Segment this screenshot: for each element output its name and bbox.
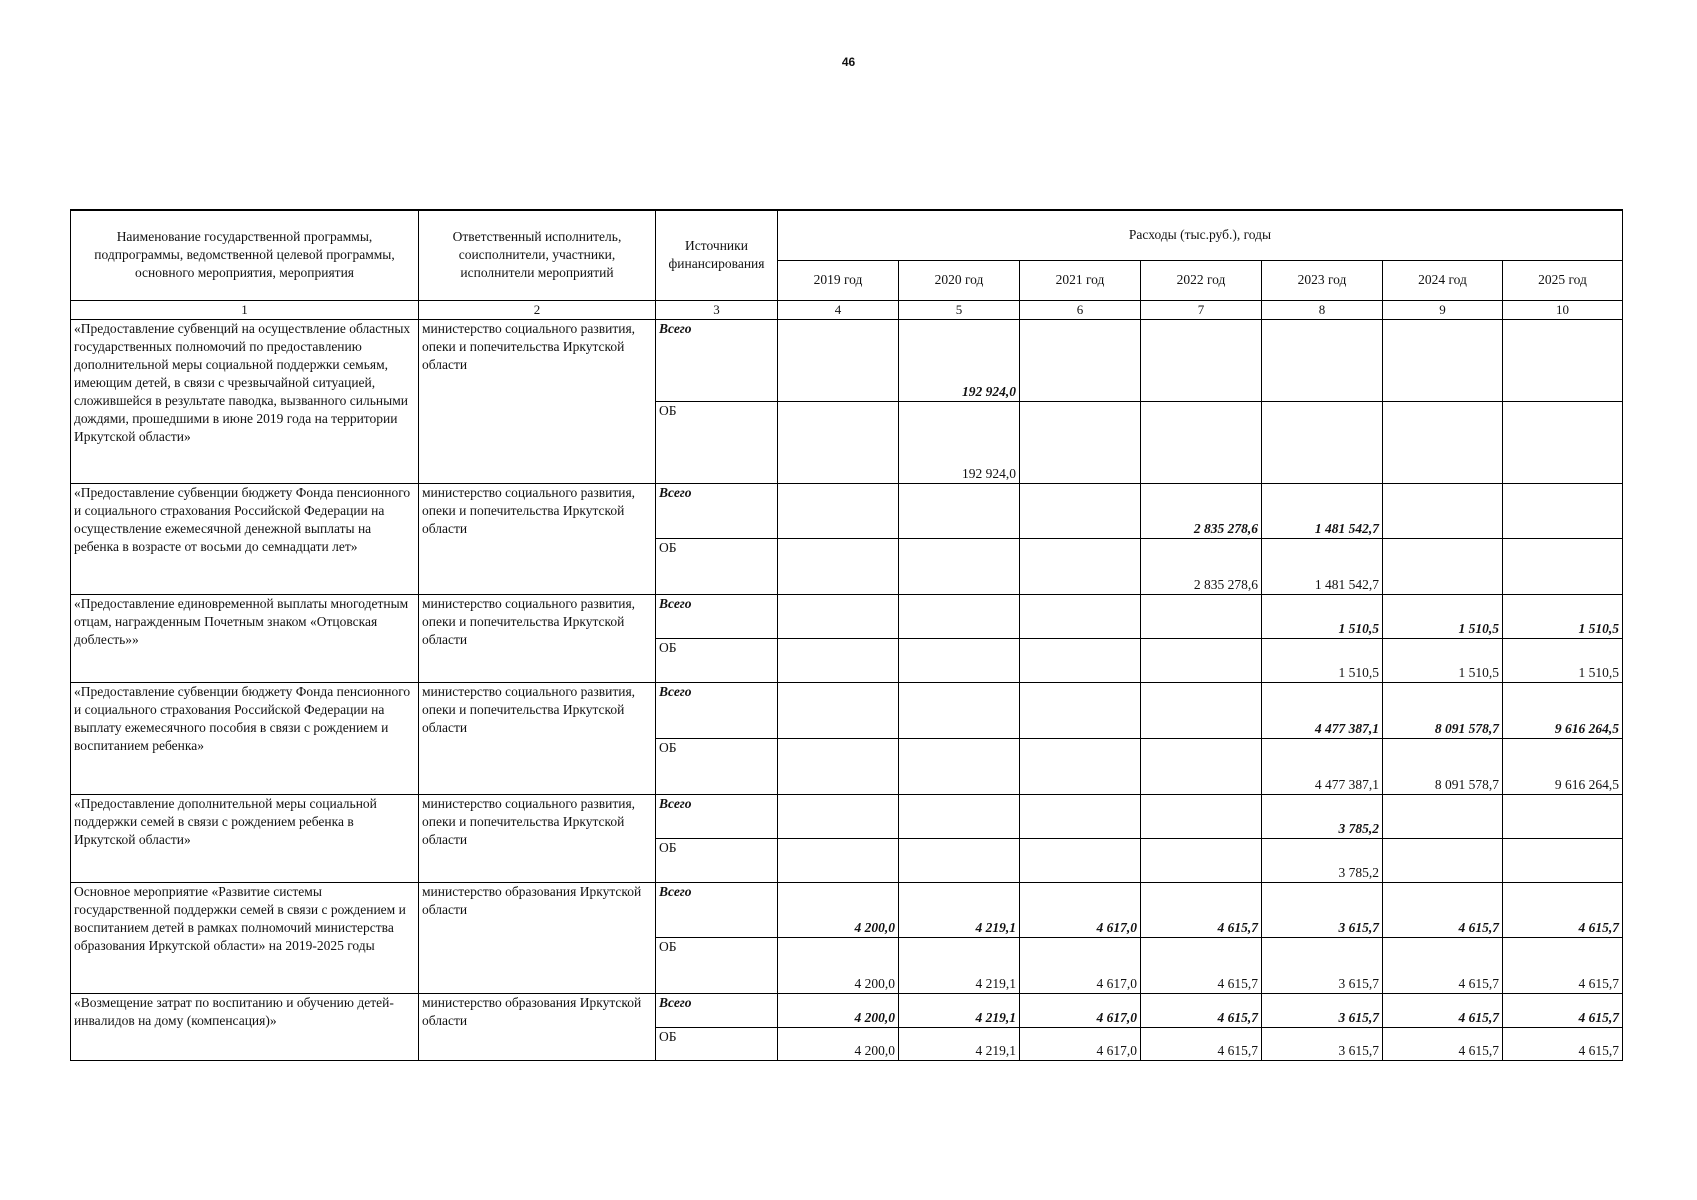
value-ob: 1 510,5: [1383, 638, 1503, 682]
value-ob: [778, 738, 899, 794]
value-ob: [899, 838, 1020, 882]
header-name: Наименование государственной программы, подпрограммы, ведомственной целевой программы, основного мероприятия, мероприятия: [71, 210, 419, 300]
source-total: Всего: [656, 882, 778, 937]
source-total: Всего: [656, 993, 778, 1027]
header-year: 2022 год: [1141, 260, 1262, 300]
value-total: 4 615,7: [1383, 993, 1503, 1027]
value-ob: [1020, 538, 1141, 594]
value-total: [778, 319, 899, 401]
value-total: [1020, 594, 1141, 638]
value-total: [899, 794, 1020, 838]
value-ob: 4 477 387,1: [1262, 738, 1383, 794]
value-total: 1 510,5: [1503, 594, 1623, 638]
table-row-total: [71, 594, 1623, 638]
value-total: 4 477 387,1: [1262, 682, 1383, 738]
activity-name: «Предоставление дополнительной меры социальной поддержки семей в связи с рождением ребенка в Иркутской области»: [71, 794, 419, 882]
source-ob: ОБ: [656, 638, 778, 682]
value-total: 8 091 578,7: [1383, 682, 1503, 738]
budget-table: [70, 209, 1623, 1061]
page-number: 46: [841, 55, 856, 69]
value-ob: [1383, 401, 1503, 483]
value-total: [1503, 483, 1623, 538]
value-ob: 4 219,1: [899, 937, 1020, 993]
value-ob: 4 617,0: [1020, 937, 1141, 993]
value-ob: 4 617,0: [1020, 1027, 1141, 1060]
table-row-total: [71, 794, 1623, 838]
value-ob: [1503, 401, 1623, 483]
column-number: 4: [778, 300, 899, 319]
source-ob: ОБ: [656, 937, 778, 993]
value-ob: 4 615,7: [1383, 937, 1503, 993]
value-total: 1 481 542,7: [1262, 483, 1383, 538]
executor: министерство социального развития, опеки и попечительства Иркутской области: [419, 483, 656, 594]
executor: министерство социального развития, опеки и попечительства Иркутской области: [419, 682, 656, 794]
header-executor: Ответственный исполнитель, соисполнители, участники, исполнители мероприятий: [419, 210, 656, 300]
value-ob: 4 615,7: [1141, 1027, 1262, 1060]
activity-name: «Предоставление субвенции бюджету Фонда пенсионного и социального страхования Российской Федерации на выплату ежемесячного пособия в связи с рождением и воспитанием ребенка»: [71, 682, 419, 794]
value-total: 4 219,1: [899, 993, 1020, 1027]
value-ob: [1503, 538, 1623, 594]
value-ob: [1141, 838, 1262, 882]
value-total: [1262, 319, 1383, 401]
value-total: [1503, 794, 1623, 838]
source-total: Всего: [656, 594, 778, 638]
value-ob: 4 615,7: [1141, 937, 1262, 993]
table-row-total: [71, 483, 1623, 538]
value-total: [1141, 594, 1262, 638]
value-total: 4 615,7: [1141, 993, 1262, 1027]
value-ob: 4 615,7: [1503, 937, 1623, 993]
table-body: [71, 319, 1623, 1060]
source-ob: ОБ: [656, 1027, 778, 1060]
value-ob: 3 785,2: [1262, 838, 1383, 882]
column-number: 10: [1503, 300, 1623, 319]
value-total: 4 200,0: [778, 993, 899, 1027]
value-total: [899, 594, 1020, 638]
value-ob: 3 615,7: [1262, 1027, 1383, 1060]
value-total: [899, 682, 1020, 738]
source-ob: ОБ: [656, 838, 778, 882]
value-ob: 9 616 264,5: [1503, 738, 1623, 794]
value-ob: [778, 638, 899, 682]
value-total: [1141, 794, 1262, 838]
value-ob: [1020, 838, 1141, 882]
value-ob: [1020, 401, 1141, 483]
activity-name: «Возмещение затрат по воспитанию и обучению детей-инвалидов на дому (компенсация)»: [71, 993, 419, 1060]
value-total: [1020, 794, 1141, 838]
value-total: 9 616 264,5: [1503, 682, 1623, 738]
column-number: 2: [419, 300, 656, 319]
value-ob: [778, 538, 899, 594]
value-ob: [1383, 838, 1503, 882]
value-ob: [899, 638, 1020, 682]
column-number: 9: [1383, 300, 1503, 319]
executor: министерство образования Иркутской области: [419, 882, 656, 993]
activity-name: «Предоставление единовременной выплаты многодетным отцам, награжденным Почетным знаком «Отцовская доблесть»»: [71, 594, 419, 682]
column-number: 5: [899, 300, 1020, 319]
value-total: [1020, 682, 1141, 738]
source-ob: ОБ: [656, 738, 778, 794]
value-ob: [778, 838, 899, 882]
value-ob: [778, 401, 899, 483]
value-ob: 192 924,0: [899, 401, 1020, 483]
value-ob: [1383, 538, 1503, 594]
value-ob: [1262, 401, 1383, 483]
header-source: Источники финансирования: [656, 210, 778, 300]
table-row-total: [71, 993, 1623, 1027]
value-ob: 4 219,1: [899, 1027, 1020, 1060]
source-ob: ОБ: [656, 538, 778, 594]
value-ob: 2 835 278,6: [1141, 538, 1262, 594]
value-total: [778, 483, 899, 538]
value-total: [1020, 483, 1141, 538]
column-number: 8: [1262, 300, 1383, 319]
value-ob: 4 200,0: [778, 1027, 899, 1060]
executor: министерство образования Иркутской области: [419, 993, 656, 1060]
value-ob: 1 481 542,7: [1262, 538, 1383, 594]
header-year: 2023 год: [1262, 260, 1383, 300]
value-ob: [899, 538, 1020, 594]
value-total: 3 615,7: [1262, 993, 1383, 1027]
value-ob: 3 615,7: [1262, 937, 1383, 993]
value-total: 4 219,1: [899, 882, 1020, 937]
source-ob: ОБ: [656, 401, 778, 483]
value-total: 3 785,2: [1262, 794, 1383, 838]
value-total: [899, 483, 1020, 538]
value-total: [1383, 794, 1503, 838]
table-row-total: [71, 882, 1623, 937]
value-total: [1383, 483, 1503, 538]
value-ob: [1141, 738, 1262, 794]
value-total: 4 615,7: [1503, 993, 1623, 1027]
value-total: 4 615,7: [1141, 882, 1262, 937]
value-total: [778, 594, 899, 638]
value-ob: [1020, 738, 1141, 794]
column-number: 1: [71, 300, 419, 319]
value-total: [1020, 319, 1141, 401]
value-ob: 4 615,7: [1383, 1027, 1503, 1060]
table-row-total: [71, 682, 1623, 738]
value-total: 3 615,7: [1262, 882, 1383, 937]
value-total: [1141, 682, 1262, 738]
value-total: 4 615,7: [1383, 882, 1503, 937]
value-total: [1383, 319, 1503, 401]
activity-name: «Предоставление субвенции бюджету Фонда пенсионного и социального страхования Российской Федерации на осуществление ежемесячной денежной выплаты на ребенка в возрасте от восьми до семнадцати лет»: [71, 483, 419, 594]
value-ob: [1020, 638, 1141, 682]
executor: министерство социального развития, опеки и попечительства Иркутской области: [419, 594, 656, 682]
value-ob: 4 615,7: [1503, 1027, 1623, 1060]
source-total: Всего: [656, 483, 778, 538]
executor: министерство социального развития, опеки и попечительства Иркутской области: [419, 319, 656, 483]
column-number: 6: [1020, 300, 1141, 319]
value-total: [778, 794, 899, 838]
value-ob: [1141, 638, 1262, 682]
value-total: 192 924,0: [899, 319, 1020, 401]
source-total: Всего: [656, 319, 778, 401]
source-total: Всего: [656, 682, 778, 738]
value-total: [778, 682, 899, 738]
activity-name: Основное мероприятие «Развитие системы государственной поддержки семей в связи с рождением и воспитанием детей в рамках полномочий министерства образования Иркутской области» на 2019-2025 годы: [71, 882, 419, 993]
value-ob: [1503, 838, 1623, 882]
value-total: 4 617,0: [1020, 882, 1141, 937]
header-year: 2021 год: [1020, 260, 1141, 300]
executor: министерство социального развития, опеки и попечительства Иркутской области: [419, 794, 656, 882]
value-total: 4 615,7: [1503, 882, 1623, 937]
header-expenses: Расходы (тыс.руб.), годы: [778, 210, 1623, 260]
value-ob: 1 510,5: [1262, 638, 1383, 682]
value-ob: [899, 738, 1020, 794]
value-total: 4 617,0: [1020, 993, 1141, 1027]
table-row-total: [71, 319, 1623, 401]
value-total: [1503, 319, 1623, 401]
value-total: 1 510,5: [1262, 594, 1383, 638]
value-total: 2 835 278,6: [1141, 483, 1262, 538]
value-ob: 8 091 578,7: [1383, 738, 1503, 794]
header-year: 2019 год: [778, 260, 899, 300]
column-number: 3: [656, 300, 778, 319]
header-year: 2025 год: [1503, 260, 1623, 300]
header-year: 2024 год: [1383, 260, 1503, 300]
value-ob: [1141, 401, 1262, 483]
value-total: 4 200,0: [778, 882, 899, 937]
value-ob: 4 200,0: [778, 937, 899, 993]
value-total: [1141, 319, 1262, 401]
value-ob: 1 510,5: [1503, 638, 1623, 682]
activity-name: «Предоставление субвенций на осуществление областных государственных полномочий по предоставлению дополнительной меры социальной поддержки семьям, имеющим детей, в связи с чрезвычайной ситуацией, сложившейся в результате паводка, вызванного сильными дождями, прошедшими в июне 2019 года на территории Иркутской области»: [71, 319, 419, 483]
value-total: 1 510,5: [1383, 594, 1503, 638]
header-year: 2020 год: [899, 260, 1020, 300]
column-number: 7: [1141, 300, 1262, 319]
source-total: Всего: [656, 794, 778, 838]
